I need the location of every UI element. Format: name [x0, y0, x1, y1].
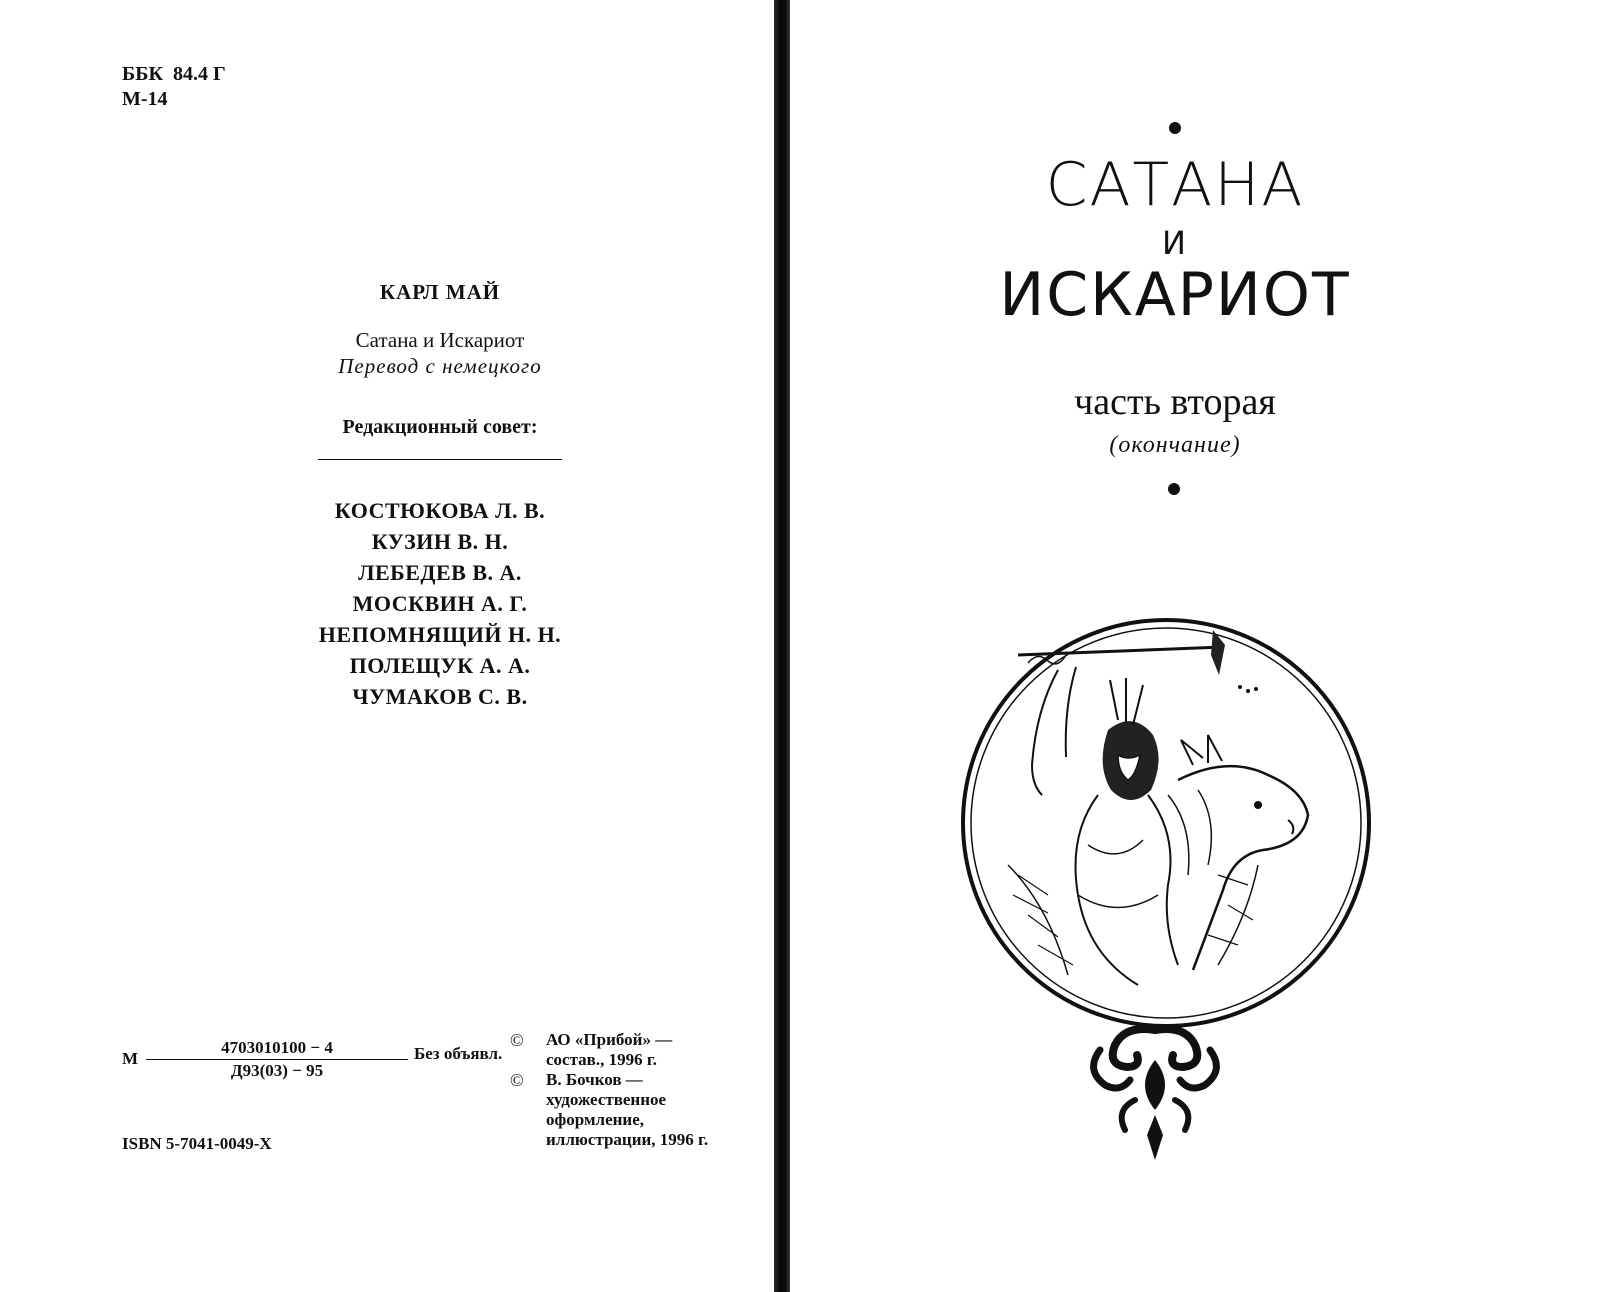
copyright-line: состав., 1996 г. — [546, 1050, 657, 1069]
board-member: НЕПОМНЯЩИЙ Н. Н. — [318, 622, 562, 647]
editorial-board-list — [270, 495, 610, 712]
copyright-line: АО «Прибой» — — [546, 1030, 673, 1049]
main-title-line-2: ИСКАРИОТ — [999, 260, 1351, 330]
bbk-author-mark: М-14 — [122, 88, 168, 110]
code-prefix: М — [122, 1049, 139, 1068]
book-gutter — [774, 0, 790, 1292]
scroll-ornament-icon — [1080, 1020, 1230, 1165]
board-member: КОСТЮКОВА Л. В. — [334, 498, 546, 523]
author-name: КАРЛ МАЙ — [379, 280, 501, 304]
part-label: часть вторая — [1074, 381, 1276, 423]
board-member: КУЗИН В. Н. — [371, 529, 509, 554]
copyright-line: художественное — [546, 1090, 667, 1109]
board-member: ЧУМАКОВ С. В. — [352, 684, 528, 709]
board-member: ПОЛЕЩУК А. А. — [349, 653, 531, 678]
copyright-text — [546, 1070, 776, 1150]
main-title-line-1: САТАНА — [1045, 150, 1305, 220]
board-member: ЛЕБЕДЕВ В. А. — [358, 560, 522, 585]
part-subtitle: (окончание) — [1109, 432, 1241, 458]
isbn: ISBN 5-7041-0049-X — [122, 1134, 272, 1153]
code-numerator: 4703010100 − 4 — [221, 1038, 333, 1057]
code-note: Без объявл. — [414, 1044, 503, 1063]
copyright-line: В. Бочков — — [546, 1070, 643, 1089]
copyright-text — [546, 1030, 776, 1070]
rider-illustration — [958, 615, 1374, 1031]
decorative-dot — [1169, 122, 1181, 134]
main-title-conjunction: И — [1162, 224, 1188, 262]
copyright-icon: © — [510, 1070, 524, 1090]
translation-note: Перевод с немецкого — [338, 354, 542, 378]
copyright-line: иллюстрации, 1996 г. — [546, 1130, 709, 1149]
decorative-dot — [1168, 483, 1180, 495]
book-title: Сатана и Искариот — [355, 328, 525, 352]
code-fraction — [146, 1038, 408, 1081]
divider-rule — [318, 459, 562, 460]
bbk-classification — [122, 62, 226, 112]
board-member: МОСКВИН А. Г. — [352, 591, 528, 616]
editorial-board-heading: Редакционный совет: — [342, 416, 538, 438]
bbk-code: ББК 84.4 Г — [122, 63, 226, 85]
copyright-line: оформление, — [546, 1110, 645, 1129]
code-denominator: Д93(03) − 95 — [230, 1061, 324, 1080]
copyright-icon: © — [510, 1030, 524, 1050]
fraction-bar — [146, 1059, 408, 1060]
